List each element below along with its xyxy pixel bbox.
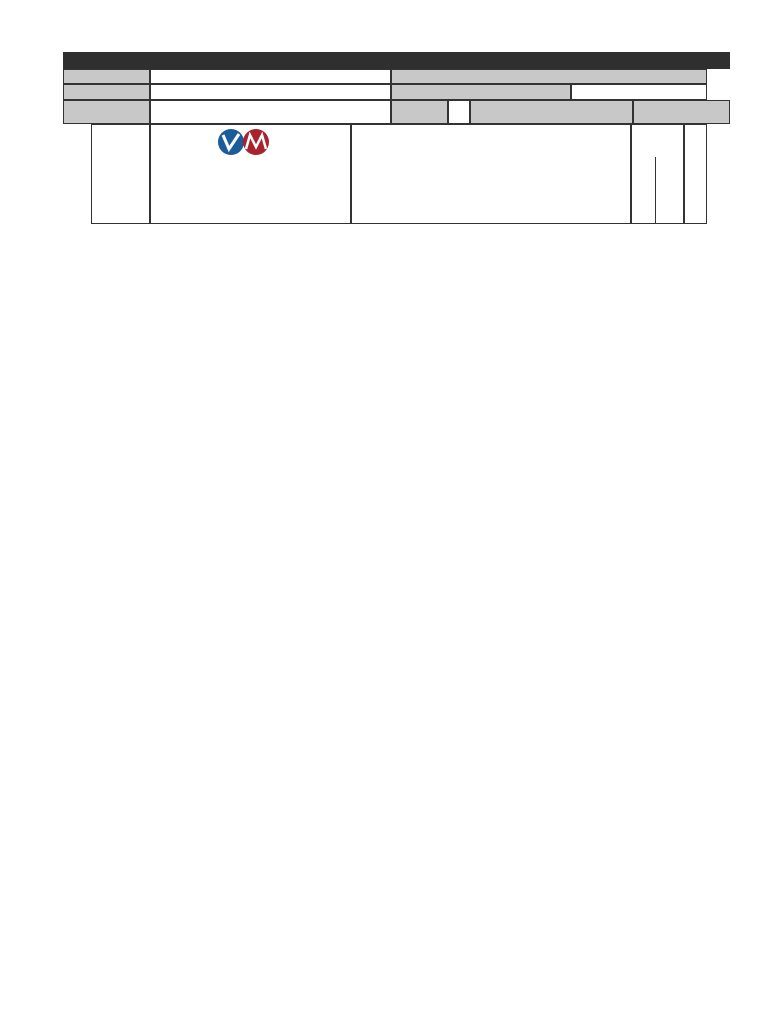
periodo-value	[448, 100, 470, 124]
mes-value	[633, 100, 730, 124]
disciplina-label	[664, 159, 676, 223]
docente-value	[150, 84, 391, 100]
unidad-value	[150, 69, 391, 84]
participacion-label	[639, 159, 651, 223]
aspectos-divider	[655, 157, 656, 224]
campo-value	[150, 100, 391, 124]
director-value	[571, 84, 707, 100]
form-title	[63, 52, 730, 69]
docente-label	[63, 84, 150, 100]
septiembre-label	[689, 166, 701, 230]
school-logo	[216, 127, 274, 157]
campo-label	[63, 100, 150, 124]
ciclo-label	[470, 100, 633, 124]
director-label	[391, 84, 571, 100]
periodo-label	[391, 100, 448, 124]
unidad-label	[63, 69, 150, 84]
nivel-value	[391, 69, 707, 84]
matricula-label	[109, 119, 131, 239]
activity-numerals	[351, 157, 631, 224]
